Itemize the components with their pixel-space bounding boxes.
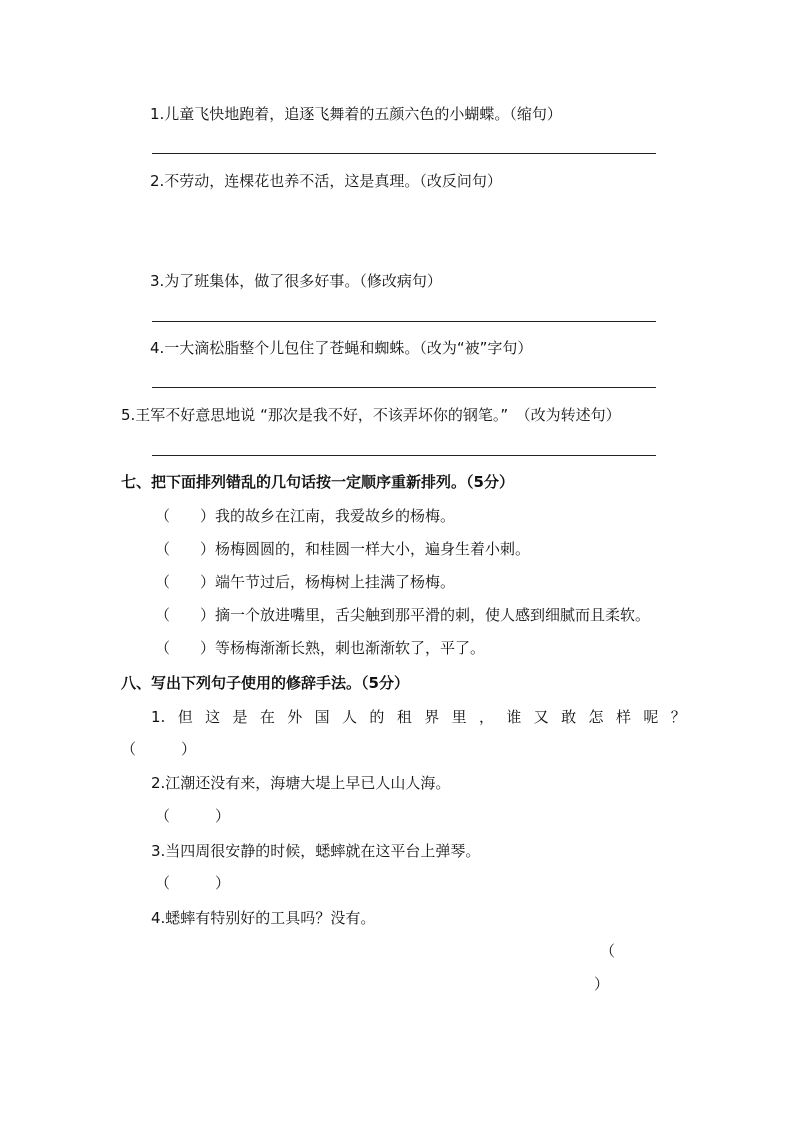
sec7-item: （ ）等杨梅渐渐长熟，刺也渐渐软了，平了。 bbox=[155, 639, 486, 657]
char: 又 bbox=[533, 708, 549, 726]
answer-paren-open[interactable]: （ bbox=[600, 942, 616, 960]
char: 是 bbox=[232, 708, 248, 726]
char: 在 bbox=[259, 708, 275, 726]
sec6-q2: 2.不劳动，连棵花也养不活，这是真理。（改反问句） bbox=[150, 172, 502, 190]
char: 租 bbox=[396, 708, 412, 726]
char: 1. bbox=[151, 708, 166, 726]
char: 敢 bbox=[561, 708, 577, 726]
answer-line[interactable] bbox=[152, 321, 656, 322]
char: 怎 bbox=[588, 708, 604, 726]
char: 界 bbox=[424, 708, 440, 726]
answer-paren[interactable]: （ ） bbox=[121, 740, 197, 758]
sec8-q3: 3.当四周很安静的时候，蟋蟀就在这平台上弹琴。 bbox=[151, 842, 481, 860]
section-8-title: 八、写出下列句子使用的修辞手法。（5分） bbox=[121, 674, 409, 692]
char: 呢 bbox=[643, 708, 659, 726]
sec6-q4: 4.一大滴松脂整个儿包住了苍蝇和蜘蛛。（改为“被”字句） bbox=[150, 339, 533, 357]
char: 但 bbox=[177, 708, 193, 726]
answer-line[interactable] bbox=[152, 153, 656, 154]
answer-line[interactable] bbox=[152, 387, 656, 388]
char: ？ bbox=[670, 708, 686, 726]
char: 这 bbox=[205, 708, 221, 726]
sec6-q3: 3.为了班集体，做了很多好事。（修改病句） bbox=[150, 272, 442, 290]
char: 里 bbox=[451, 708, 467, 726]
sec6-q1: 1.儿童飞快地跑着，追逐飞舞着的五颜六色的小蝴蝶。（缩句） bbox=[150, 105, 562, 123]
char: ， bbox=[478, 708, 494, 726]
section-7-title: 七、把下面排列错乱的几句话按一定顺序重新排列。（5分） bbox=[121, 473, 514, 491]
sec7-item: （ ）我的故乡在江南，我爱故乡的杨梅。 bbox=[155, 507, 456, 525]
sec7-item: （ ）杨梅圆圆的，和桂圆一样大小，遍身生着小刺。 bbox=[155, 540, 531, 558]
char: 外 bbox=[287, 708, 303, 726]
sec7-item: （ ）摘一个放进嘴里，舌尖触到那平滑的刺，使人感到细腻而且柔软。 bbox=[155, 606, 651, 624]
sec8-q4: 4.蟋蟀有特别好的工具吗？没有。 bbox=[151, 909, 376, 927]
answer-line[interactable] bbox=[152, 455, 656, 456]
sec7-item: （ ）端午节过后，杨梅树上挂满了杨梅。 bbox=[155, 573, 456, 591]
char: 样 bbox=[615, 708, 631, 726]
sec6-q5: 5.王军不好意思地说 “那次是我不好，不该弄坏你的钢笔。” （改为转述句） bbox=[121, 406, 621, 424]
answer-paren[interactable]: （ ） bbox=[155, 807, 231, 825]
answer-paren[interactable]: （ ） bbox=[155, 874, 231, 892]
char: 的 bbox=[369, 708, 385, 726]
char: 谁 bbox=[506, 708, 522, 726]
sec8-q2: 2.江潮还没有来，海塘大堤上早已人山人海。 bbox=[151, 774, 451, 792]
answer-paren-close[interactable]: ） bbox=[594, 975, 610, 993]
char: 国 bbox=[314, 708, 330, 726]
sec8-q1 bbox=[151, 707, 686, 727]
char: 人 bbox=[342, 708, 358, 726]
